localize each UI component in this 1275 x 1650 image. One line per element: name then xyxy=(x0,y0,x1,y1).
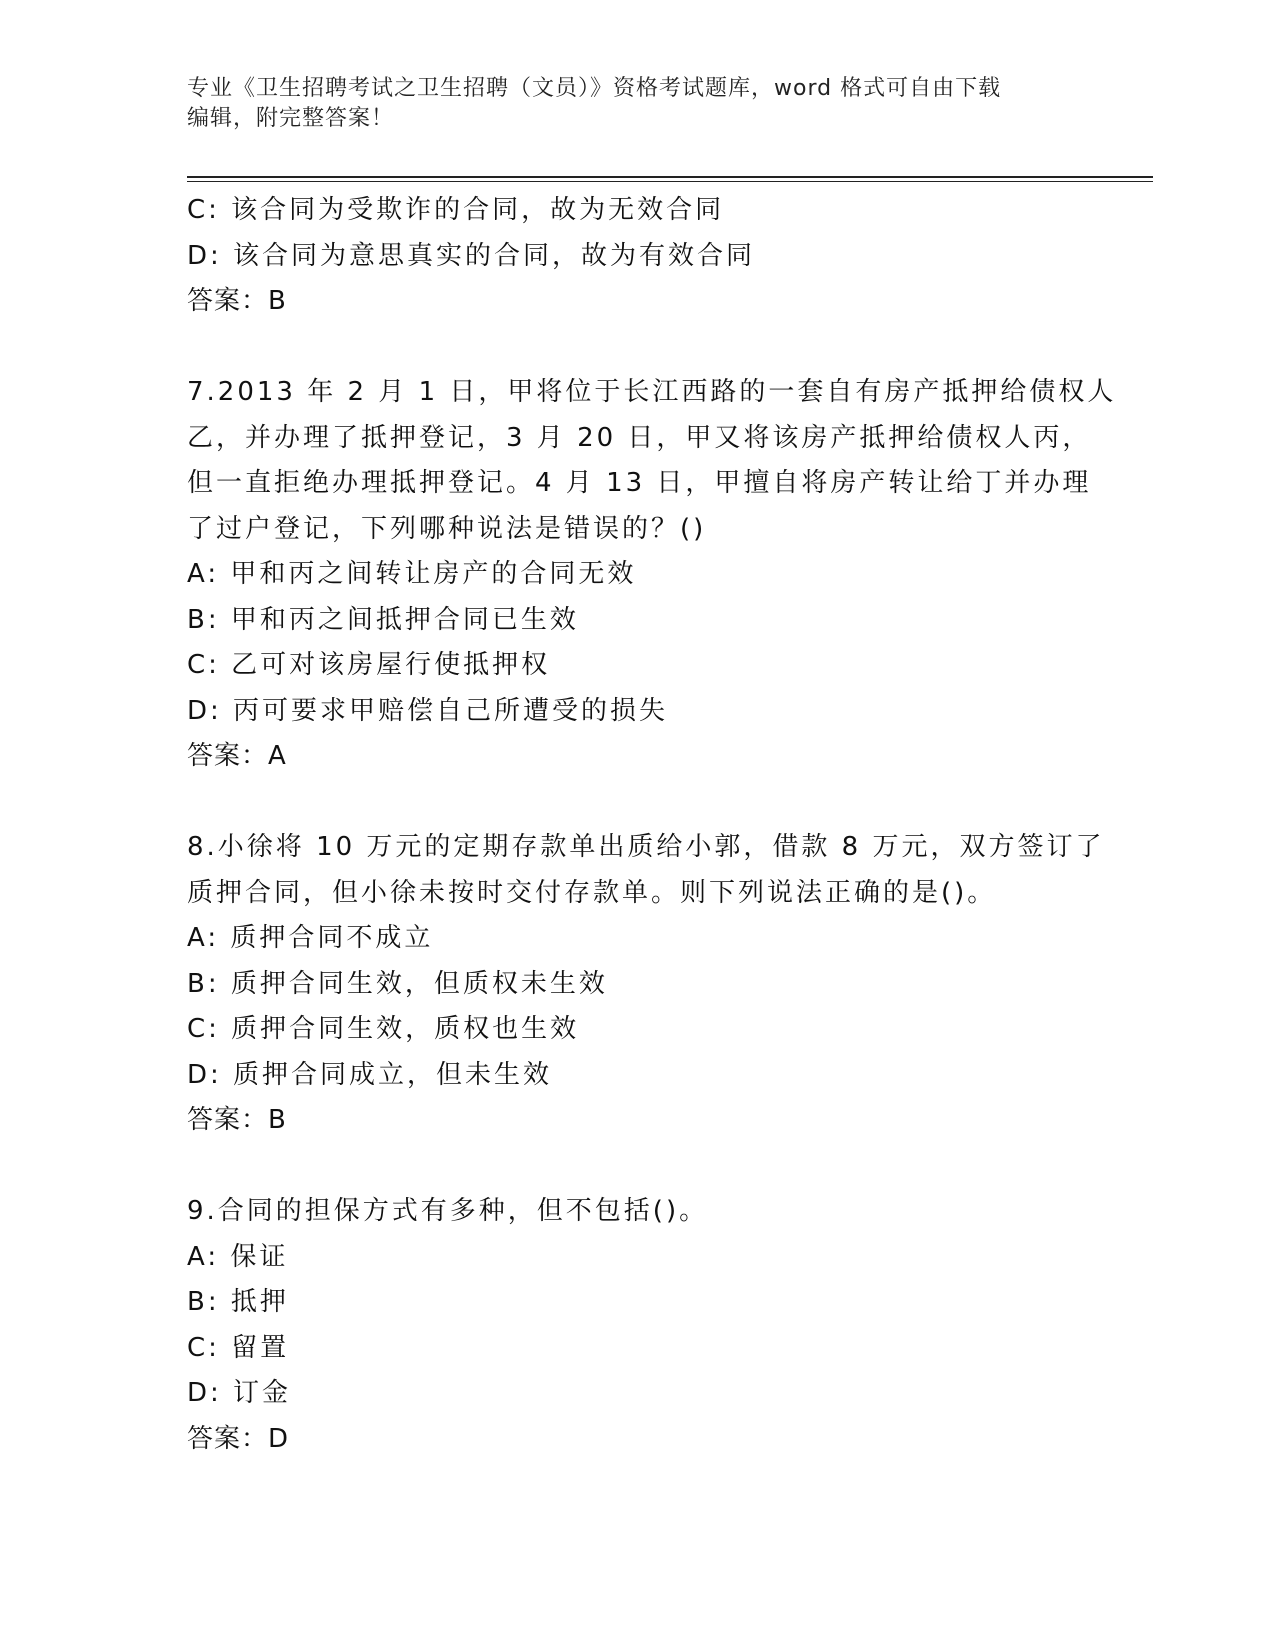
header-divider-thick xyxy=(187,176,1153,178)
question-block-prev xyxy=(187,188,1087,325)
option-a: A: 质押合同不成立 xyxy=(187,923,434,953)
page-header xyxy=(187,74,1087,134)
option-c: C: 该合同为受欺诈的合同，故为无效合同 xyxy=(187,195,725,225)
spacer xyxy=(187,780,1087,826)
question-stem-line: 8.小徐将 10 万元的定期存款单出质给小郭，借款 8 万元，双方签订了 xyxy=(187,832,1105,862)
question-stem-line: 乙，并办理了抵押登记，3 月 20 日，甲又将该房产抵押给债权人丙， xyxy=(187,422,1092,453)
option-d: D: 该合同为意思真实的合同，故为有效合同 xyxy=(187,240,756,271)
answer-line: 答案：B xyxy=(187,1105,287,1135)
header-line-1: 专业《卫生招聘考试之卫生招聘（文员）》资格考试题库，word 格式可自由下载 xyxy=(187,76,1002,101)
answer-line: 答案：D xyxy=(187,1423,290,1454)
option-a: A: 甲和丙之间转让房产的合同无效 xyxy=(187,559,637,589)
question-8 xyxy=(187,825,1105,1144)
option-b: B: 抵押 xyxy=(187,1287,289,1317)
option-b: B: 质押合同生效，但质权未生效 xyxy=(187,968,608,999)
question-9 xyxy=(187,1189,1087,1462)
question-stem-line: 7.2013 年 2 月 1 日，甲将位于长江西路的一套自有房产抵押给债权人 xyxy=(187,377,1117,407)
question-stem-line: 9.合同的担保方式有多种，但不包括()。 xyxy=(187,1196,709,1226)
header-divider-thin xyxy=(187,181,1153,182)
answer-line: 答案：B xyxy=(187,286,287,316)
question-7 xyxy=(187,370,1117,780)
option-c: C: 质押合同生效，质权也生效 xyxy=(187,1014,580,1044)
option-d: D: 丙可要求甲赔偿自己所遭受的损失 xyxy=(187,695,669,726)
option-d: D: 订金 xyxy=(187,1378,292,1408)
option-a: A: 保证 xyxy=(187,1241,289,1272)
spacer xyxy=(187,325,1087,371)
option-c: C: 乙可对该房屋行使抵押权 xyxy=(187,650,551,680)
spacer xyxy=(187,1144,1087,1190)
option-c: C: 留置 xyxy=(187,1332,290,1363)
question-stem-line: 但一直拒绝办理抵押登记。4 月 13 日，甲擅自将房产转让给丁并办理 xyxy=(187,468,1092,498)
answer-line: 答案：A xyxy=(187,741,287,771)
option-d: D: 质押合同成立，但未生效 xyxy=(187,1059,553,1090)
option-b: B: 甲和丙之间抵押合同已生效 xyxy=(187,604,579,635)
header-line-2: 编辑，附完整答案！ xyxy=(187,106,395,131)
question-list xyxy=(187,188,1117,1462)
question-stem-line: 质押合同，但小徐未按时交付存款单。则下列说法正确的是()。 xyxy=(187,877,997,908)
question-stem-line: 了过户登记，下列哪种说法是错误的？() xyxy=(187,513,707,544)
